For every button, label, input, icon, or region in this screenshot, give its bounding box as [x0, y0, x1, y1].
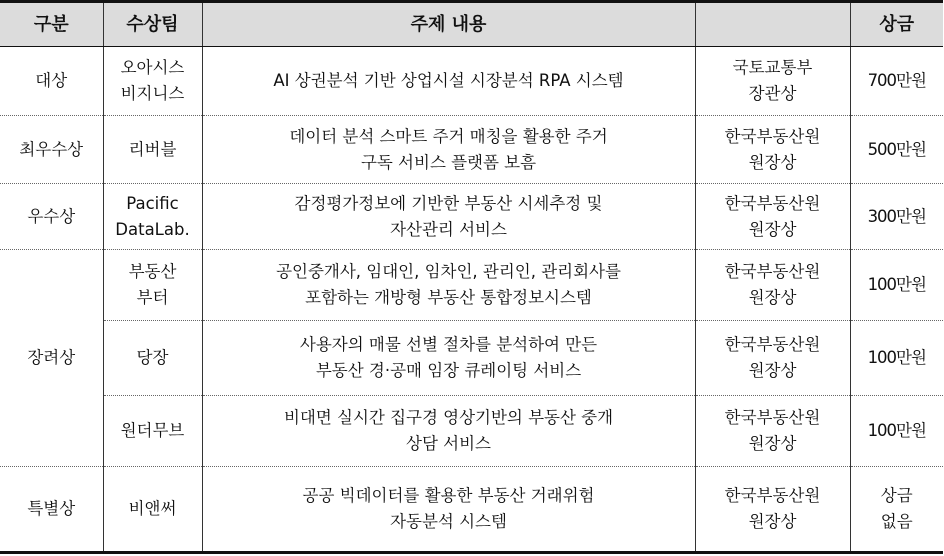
cell-awarder: 국토교통부 장관상 — [695, 47, 850, 116]
table-row — [0, 249, 943, 320]
cell-team: 부동산 부터 — [103, 249, 202, 320]
cell-category: 대상 — [0, 47, 103, 116]
cell-awarder: 한국부동산원 원장상 — [695, 320, 850, 395]
cell-team: 원더무브 — [103, 396, 202, 467]
cell-topic: 비대면 실시간 집구경 영상기반의 부동산 중개 상담 서비스 — [202, 396, 695, 467]
cell-topic: 공인중개사, 임대인, 임차인, 관리인, 관리회사를 포함하는 개방형 부동산 통합정보시스템 — [202, 249, 695, 320]
cell-awarder: 한국부동산원 원장상 — [695, 116, 850, 184]
cell-prize: 100만원 — [850, 396, 943, 467]
cell-category: 장려상 — [0, 249, 103, 467]
table-body — [0, 47, 943, 553]
cell-prize: 500만원 — [850, 116, 943, 184]
header-topic: 주제 내용 — [202, 2, 695, 47]
header-category: 구분 — [0, 2, 103, 47]
cell-awarder: 한국부동산원 원장상 — [695, 184, 850, 249]
header-row — [0, 2, 943, 47]
cell-awarder: 한국부동산원 원장상 — [695, 396, 850, 467]
cell-prize: 300만원 — [850, 184, 943, 249]
cell-team: Pacific DataLab. — [103, 184, 202, 249]
cell-topic: 공공 빅데이터를 활용한 부동산 거래위험 자동분석 시스템 — [202, 467, 695, 553]
cell-category: 특별상 — [0, 467, 103, 553]
cell-topic: 감정평가정보에 기반한 부동산 시세추정 및 자산관리 서비스 — [202, 184, 695, 249]
table-row — [0, 396, 943, 467]
cell-category: 우수상 — [0, 184, 103, 249]
table-row — [0, 467, 943, 553]
cell-awarder: 한국부동산원 원장상 — [695, 467, 850, 553]
cell-awarder: 한국부동산원 원장상 — [695, 249, 850, 320]
cell-prize: 100만원 — [850, 320, 943, 395]
table-row — [0, 184, 943, 249]
header-prize: 상금 — [850, 2, 943, 47]
table-row — [0, 116, 943, 184]
cell-prize: 100만원 — [850, 249, 943, 320]
header-awarder — [695, 2, 850, 47]
cell-team: 오아시스 비지니스 — [103, 47, 202, 116]
cell-team: 당장 — [103, 320, 202, 395]
cell-prize: 상금 없음 — [850, 467, 943, 553]
cell-team: 비앤써 — [103, 467, 202, 553]
cell-topic: 사용자의 매물 선별 절차를 분석하여 만든 부동산 경·공매 임장 큐레이팅 서비스 — [202, 320, 695, 395]
table-row — [0, 47, 943, 116]
cell-team: 리버블 — [103, 116, 202, 184]
cell-topic: 데이터 분석 스마트 주거 매칭을 활용한 주거 구독 서비스 플랫폼 보흠 — [202, 116, 695, 184]
cell-category: 최우수상 — [0, 116, 103, 184]
cell-topic: AI 상권분석 기반 상업시설 시장분석 RPA 시스템 — [202, 47, 695, 116]
cell-prize: 700만원 — [850, 47, 943, 116]
header-team: 수상팀 — [103, 2, 202, 47]
table-row — [0, 320, 943, 395]
table-header — [0, 2, 943, 47]
